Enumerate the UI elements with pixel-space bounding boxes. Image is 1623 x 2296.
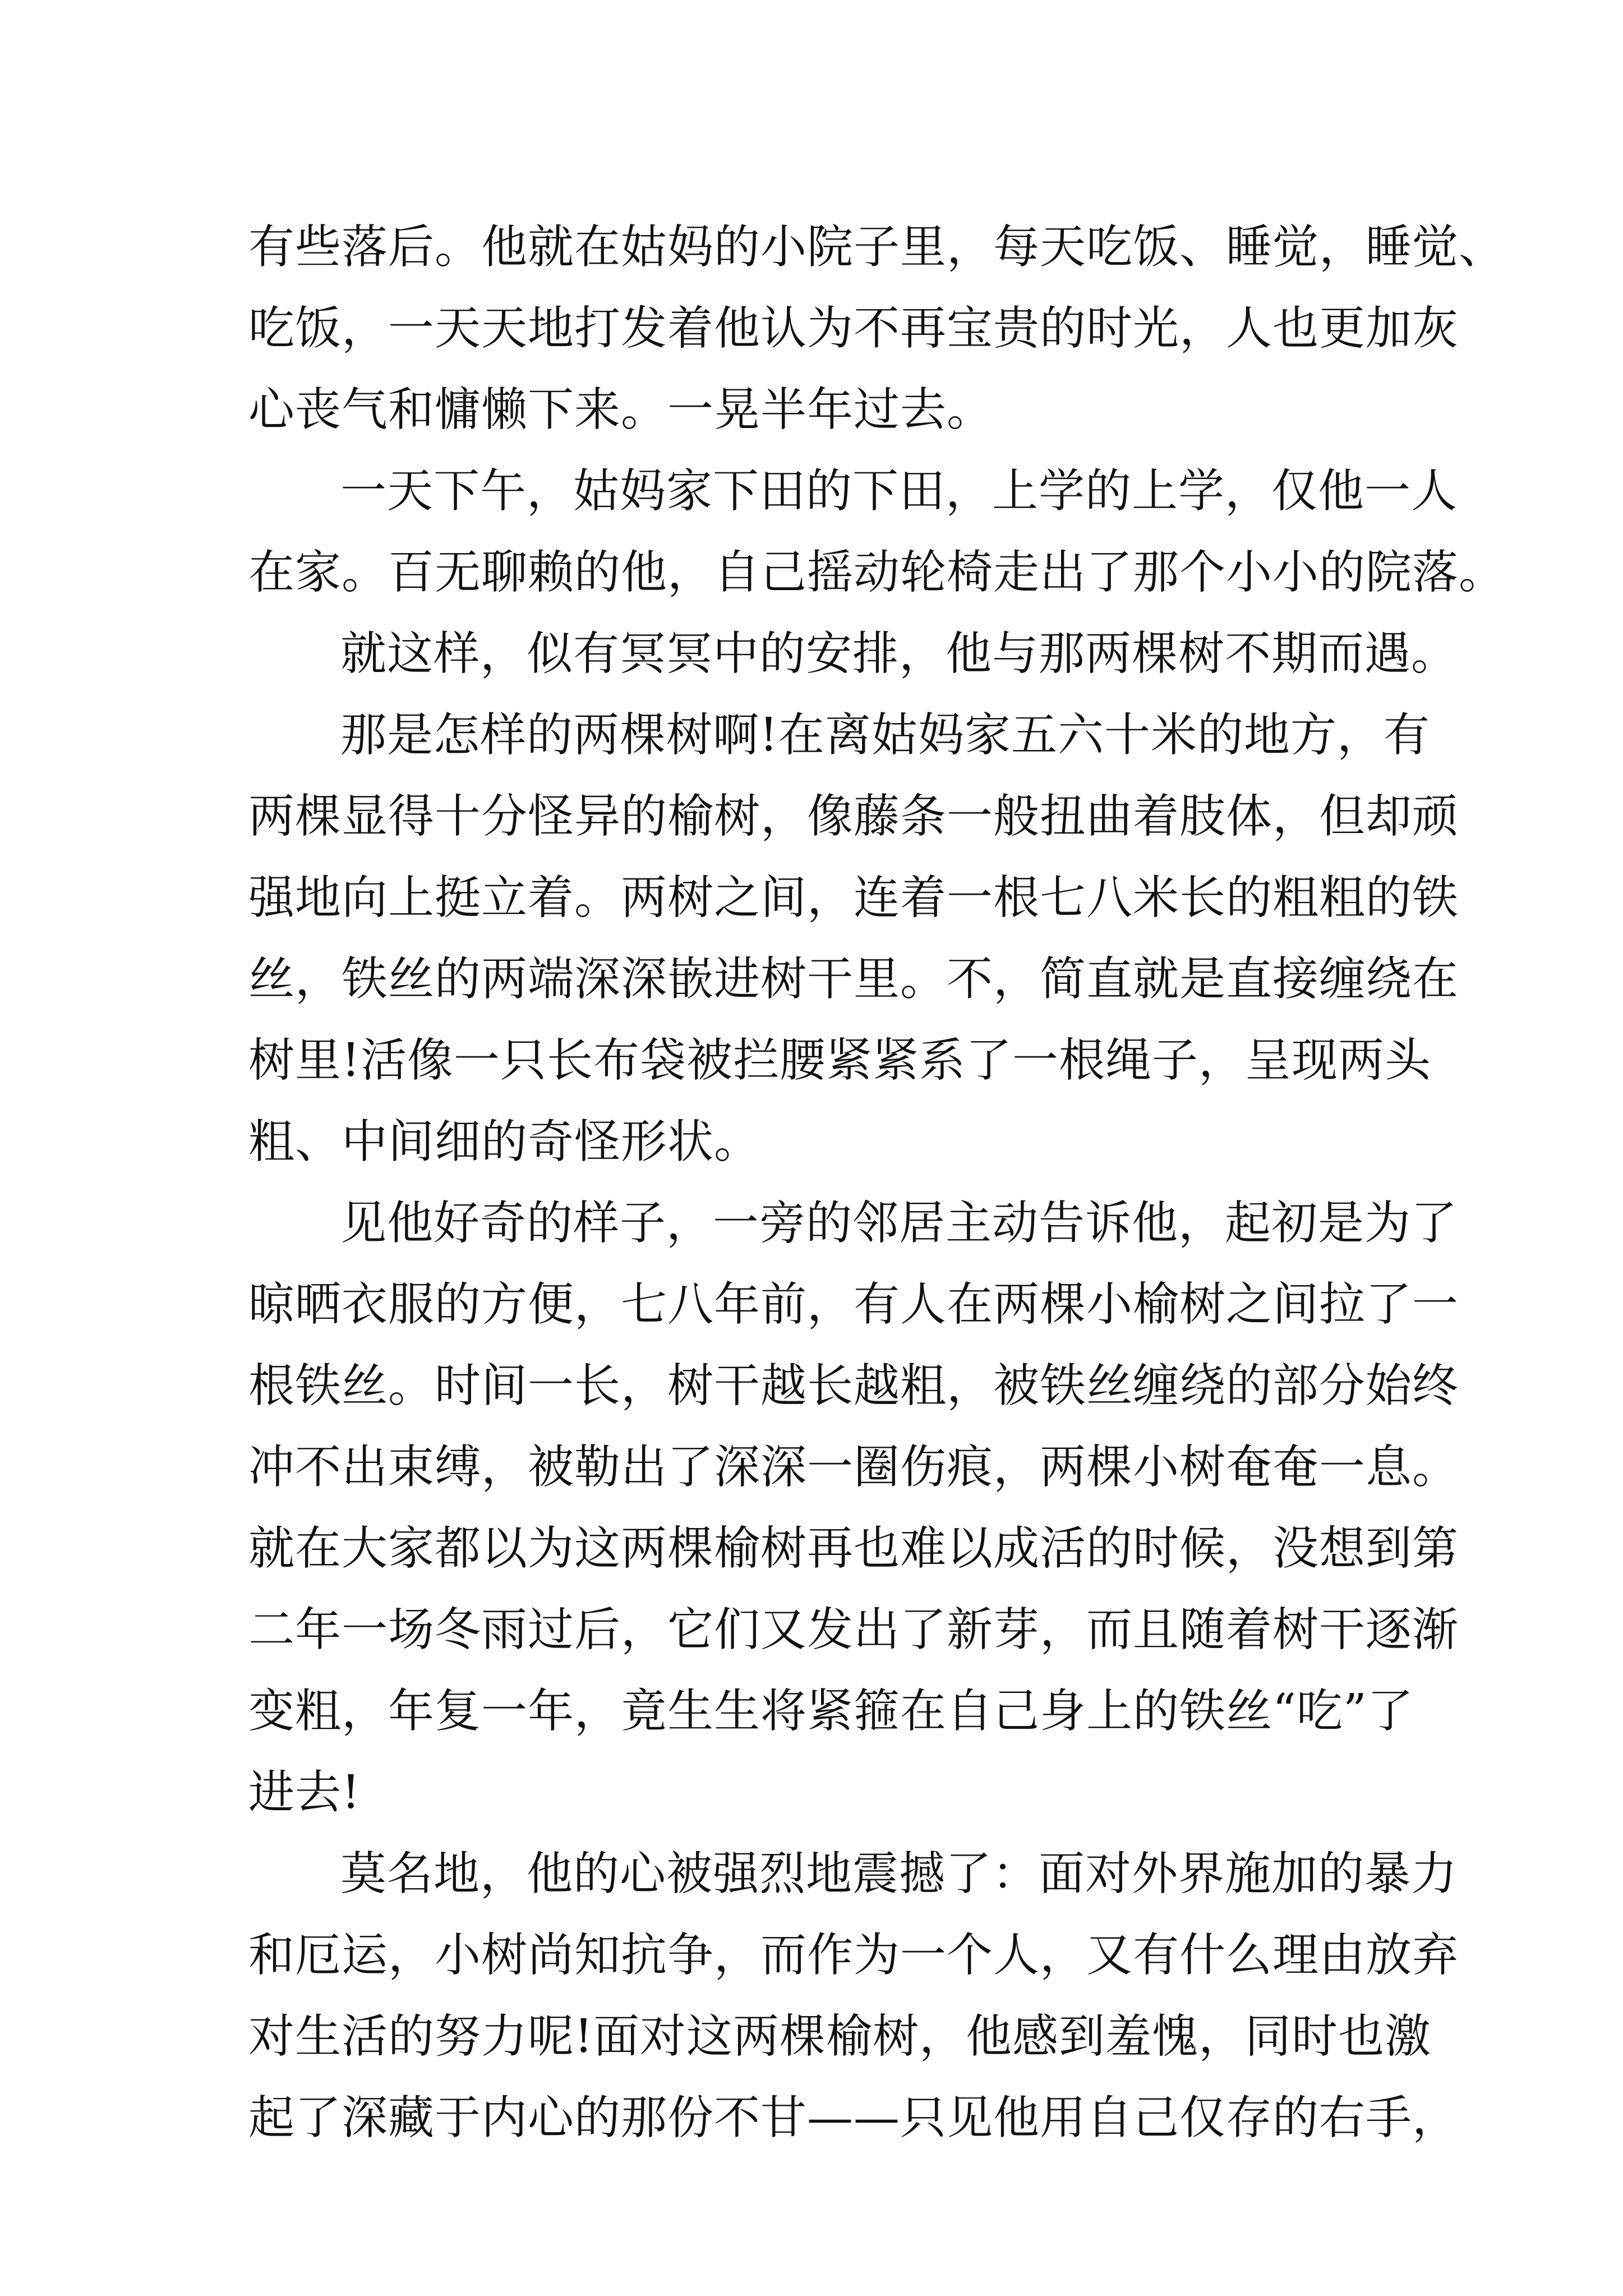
text-line: 那是怎样的两棵树啊!在离姑妈家五六十米的地方，有 — [340, 708, 1430, 762]
text-line: 和厄运，小树尚知抗争，而作为一个人，又有什么理由放弃 — [248, 1929, 1459, 1982]
body-text — [248, 206, 1506, 2159]
text-line: 晾晒衣服的方便，七八年前，有人在两棵小榆树之间拉了一 — [248, 1278, 1459, 1331]
text-line: 就这样，似有冥冥中的安排，他与那两棵树不期而遇。 — [340, 627, 1458, 680]
text-line: 两棵显得十分怪异的榆树，像藤条一般扭曲着肢体，但却顽 — [248, 790, 1459, 843]
text-line: 冲不出束缚，被勒出了深深一圈伤痕，两棵小树奄奄一息。 — [248, 1441, 1459, 1494]
text-line: 在家。百无聊赖的他，自己摇动轮椅走出了那个小小的院落。 — [248, 546, 1506, 599]
text-line: 起了深藏于内心的那份不甘——只见他用自己仅存的右手， — [248, 2091, 1459, 2145]
text-line: 吃饭，一天天地打发着他认为不再宝贵的时光，人也更加灰 — [248, 302, 1459, 355]
text-line: 心丧气和慵懒下来。一晃半年过去。 — [248, 383, 994, 436]
text-line: 二年一场冬雨过后，它们又发出了新芽，而且随着树干逐渐 — [248, 1603, 1459, 1657]
text-line: 一天下午，姑妈家下田的下田，上学的上学，仅他一人 — [340, 464, 1458, 518]
text-line: 变粗，年复一年，竟生生将紧箍在自己身上的铁丝“吃”了 — [248, 1685, 1414, 1738]
text-line: 树里!活像一只长布袋被拦腰紧紧系了一根绳子，呈现两头 — [248, 1034, 1431, 1087]
text-line: 强地向上挺立着。两树之间，连着一根七八米长的粗粗的铁 — [248, 871, 1459, 924]
text-line: 进去! — [248, 1766, 361, 1819]
text-line: 粗、中间细的奇怪形状。 — [248, 1115, 761, 1168]
text-line: 有些落后。他就在姑妈的小院子里，每天吃饭、睡觉，睡觉、 — [248, 220, 1506, 274]
text-line: 莫名地，他的心被强烈地震撼了：面对外界施加的暴力 — [340, 1847, 1458, 1901]
text-line: 见他好奇的样子，一旁的邻居主动告诉他，起初是为了 — [340, 1197, 1458, 1250]
text-line: 就在大家都以为这两棵榆树再也难以成活的时候，没想到第 — [248, 1522, 1459, 1575]
text-line: 丝，铁丝的两端深深嵌进树干里。不，简直就是直接缠绕在 — [248, 953, 1459, 1006]
text-line: 根铁丝。时间一长，树干越长越粗，被铁丝缠绕的部分始终 — [248, 1359, 1459, 1412]
text-line: 对生活的努力呢!面对这两棵榆树，他感到羞愧，同时也激 — [248, 2010, 1431, 2063]
